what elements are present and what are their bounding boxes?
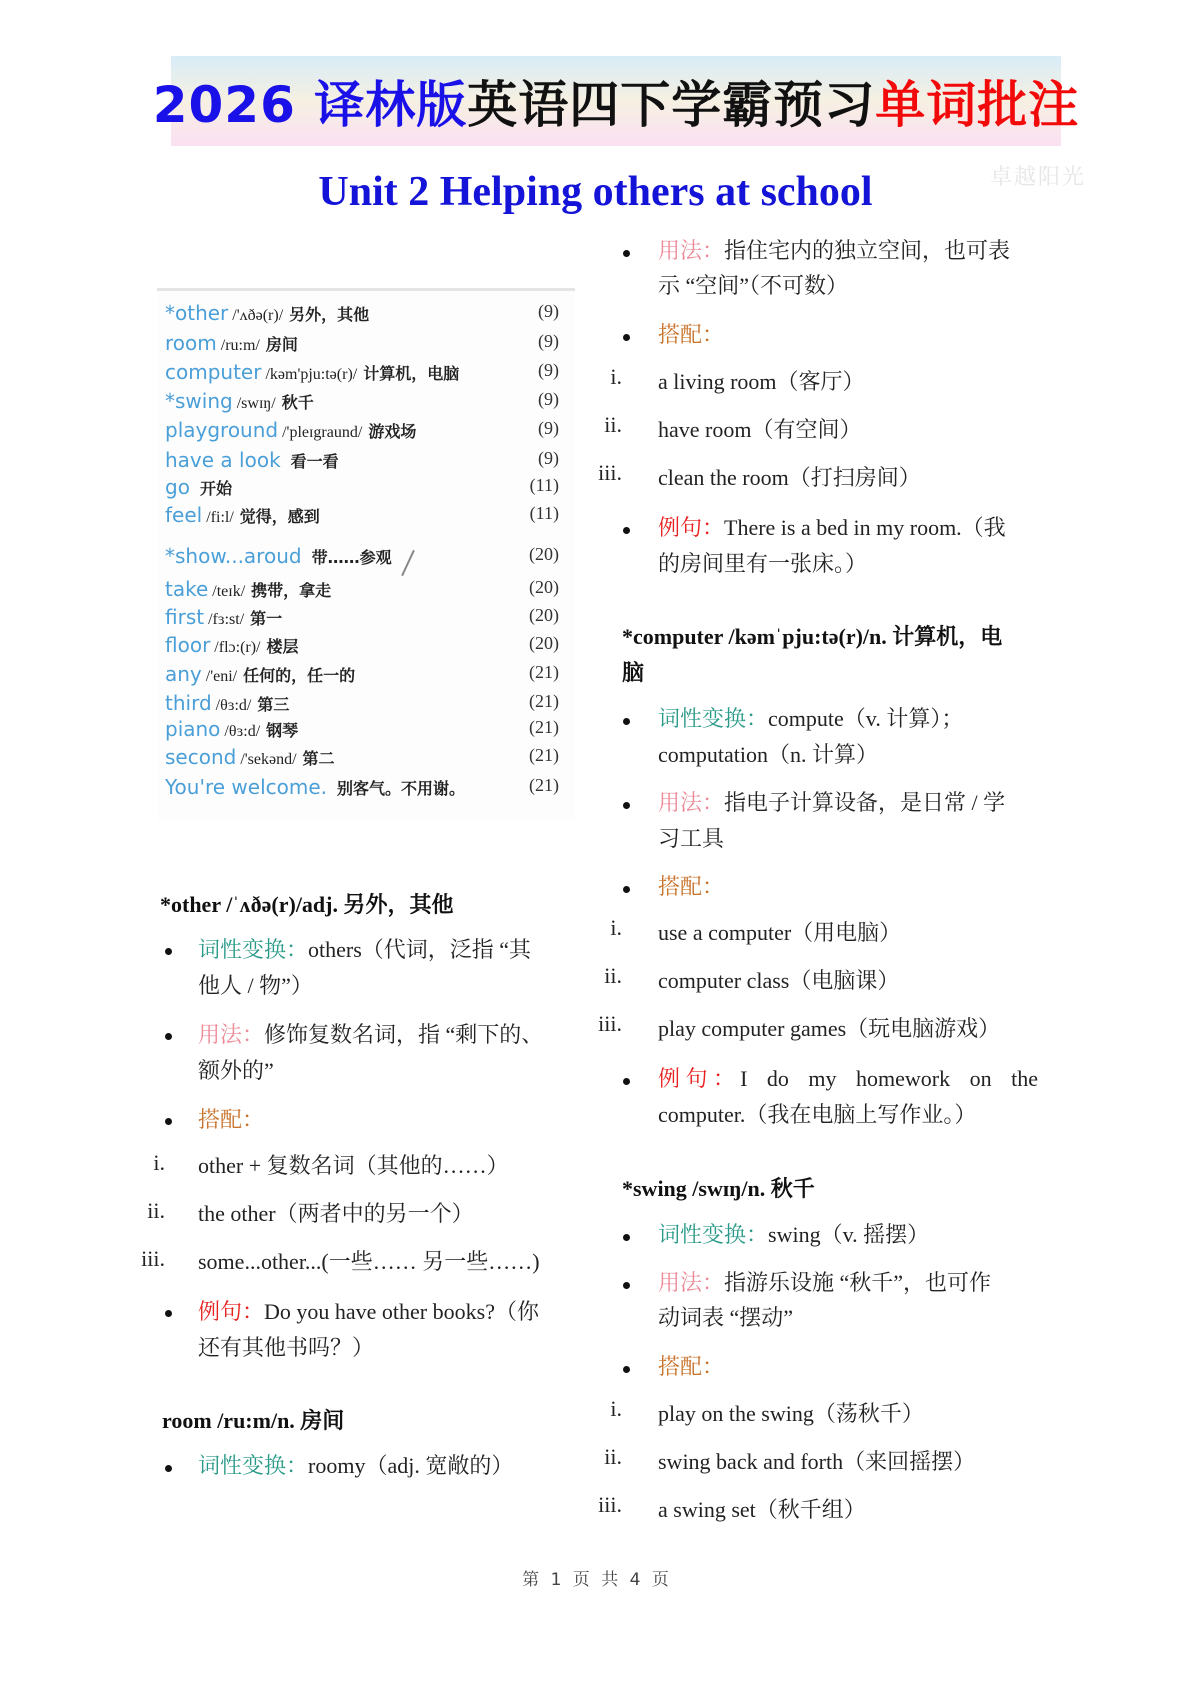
banner-title xyxy=(153,65,1080,137)
vocab-phonetic: /'eni/ xyxy=(205,668,238,685)
list-number: ii. xyxy=(604,412,622,437)
vocab-row xyxy=(165,745,567,773)
swing-pos-change xyxy=(658,1217,929,1253)
usage-label: 用法： xyxy=(198,1022,265,1047)
room-example xyxy=(658,510,1006,546)
vocab-page-ref: (21) xyxy=(529,691,559,711)
collocation-item: a living room（客厅） xyxy=(658,369,865,394)
room-example-text-cont: 的房间里有一张床。） xyxy=(658,551,868,576)
vocab-row xyxy=(165,544,567,572)
usage-label: 用法： xyxy=(658,1270,725,1295)
list-number: ii. xyxy=(147,1198,165,1223)
vocab-page-ref: (9) xyxy=(538,448,559,468)
computer-usage xyxy=(658,785,1005,821)
other-usage xyxy=(198,1017,598,1053)
collocation-item: a swing set（秋千组） xyxy=(658,1497,866,1522)
swing-usage-text: 指游乐设施 “秋千”，也可作 xyxy=(724,1270,992,1295)
vocab-word: computer xyxy=(165,360,262,384)
vocab-word: *swing xyxy=(165,389,233,413)
collocation-label: 搭配： xyxy=(198,1107,265,1132)
vocab-page-ref: (20) xyxy=(529,605,559,625)
other-pos-text-cont: 他人 / 物”） xyxy=(198,973,313,998)
usage-label: 用法： xyxy=(658,238,725,263)
swing-usage xyxy=(658,1265,991,1301)
swing-usage-text-cont: 动词表 “摆动” xyxy=(658,1305,794,1330)
room-pos-change xyxy=(198,1448,513,1484)
collocation-label: 搭配： xyxy=(658,322,725,347)
room-example-text: There is a bed in my room.（我 xyxy=(724,515,1006,540)
computer-usage-text-cont: 习工具 xyxy=(658,826,725,851)
computer-pos-text-cont: computation（n. 计算） xyxy=(658,742,878,767)
vocab-row xyxy=(165,475,567,503)
bullet-icon xyxy=(623,1078,630,1085)
room-usage-text-cont: 示 “空间”（不可数） xyxy=(658,273,849,298)
list-number: iii. xyxy=(598,1011,622,1036)
vocab-meaning: 楼层 xyxy=(266,637,299,656)
collocation-label: 搭配： xyxy=(658,1354,725,1379)
vocab-phonetic: /fi:l/ xyxy=(206,509,234,526)
bullet-icon xyxy=(623,802,630,809)
vocab-phonetic: /flɔ:(r)/ xyxy=(214,639,261,656)
other-example xyxy=(198,1294,539,1330)
vocab-row xyxy=(165,331,567,359)
pos-change-label: 词性变换： xyxy=(658,1222,769,1247)
vocab-meaning: 秋千 xyxy=(281,393,314,412)
vocab-page-ref: (21) xyxy=(529,745,559,765)
vocab-page-ref: (21) xyxy=(529,717,559,737)
pos-change-label: 词性变换： xyxy=(658,706,769,731)
list-number: ii. xyxy=(604,1444,622,1469)
vocab-page-ref: (9) xyxy=(538,360,559,380)
vocab-meaning: 任何的，任一的 xyxy=(243,666,356,685)
vocab-meaning: 另外，其他 xyxy=(289,305,370,324)
usage-label: 用法： xyxy=(658,790,725,815)
vocab-word: room xyxy=(165,331,217,355)
example-label: 例句： xyxy=(658,515,725,540)
collocation-item: computer class（电脑课） xyxy=(658,968,900,993)
vocab-meaning: 别客气。不用谢。 xyxy=(337,779,466,798)
vocab-row xyxy=(165,389,567,417)
vocab-phonetic: /θɜ:d/ xyxy=(224,723,261,740)
other-usage-text-cont: 额外的” xyxy=(198,1058,274,1083)
collocation-item: have room（有空间） xyxy=(658,417,862,442)
bullet-icon xyxy=(623,718,630,725)
vocab-row xyxy=(165,360,567,388)
vocab-row xyxy=(165,418,567,446)
vocab-phonetic: /'sekənd/ xyxy=(240,751,297,768)
vocab-meaning: 开始 xyxy=(199,479,232,498)
vocab-meaning: 第一 xyxy=(250,609,283,628)
computer-example xyxy=(658,1061,1038,1097)
computer-pos-text: compute（v. 计算）； xyxy=(768,706,964,731)
entry-heading-room: room /ru:m/n. 房间 xyxy=(162,1408,345,1433)
bullet-icon xyxy=(623,334,630,341)
vocab-meaning: 计算机，电脑 xyxy=(363,364,460,383)
collocation-item: other + 复数名词（其他的……） xyxy=(198,1153,509,1178)
vocab-page-ref: (9) xyxy=(538,301,559,321)
vocab-row xyxy=(165,605,567,633)
page-number: 第 1 页 共 4 页 xyxy=(522,1570,669,1590)
vocab-meaning: 第二 xyxy=(302,749,335,768)
list-number: i. xyxy=(610,915,622,940)
collocation-item: play on the swing（荡秋千） xyxy=(658,1401,924,1426)
unit-title: Unit 2 Helping others at school xyxy=(318,169,873,215)
room-pos-text: roomy（adj. 宽敞的） xyxy=(308,1453,514,1478)
list-number: ii. xyxy=(604,963,622,988)
vocab-page-ref: (20) xyxy=(529,577,559,597)
computer-example-text-cont: computer.（我在电脑上写作业。） xyxy=(658,1102,977,1127)
vocab-meaning: 钢琴 xyxy=(266,721,299,740)
vocab-word: first xyxy=(165,605,205,629)
vocab-page-ref: (21) xyxy=(529,662,559,682)
example-label: 例 句 ： xyxy=(658,1066,736,1091)
vocab-word: go xyxy=(165,475,190,499)
vocab-meaning: 带……参观 xyxy=(311,548,392,567)
entry-heading-computer: *computer /kəmˈpju:tə(r)/n. 计算机，电 xyxy=(622,624,1003,649)
vocab-meaning: 看一看 xyxy=(290,452,339,471)
vocab-list-image xyxy=(157,288,575,821)
bullet-icon xyxy=(623,1366,630,1373)
pos-change-label: 词性变换： xyxy=(198,1453,309,1478)
bullet-icon xyxy=(165,1465,172,1472)
vocab-phonetic: /fɜ:st/ xyxy=(208,611,245,628)
vocab-row xyxy=(165,301,567,329)
collocation-item: the other（两者中的另一个） xyxy=(198,1201,474,1226)
bullet-icon xyxy=(165,1033,172,1040)
vocab-word: *show...aroud xyxy=(165,544,302,568)
vocab-page-ref: (20) xyxy=(529,544,559,564)
banner-topic: 单词批注 xyxy=(875,76,1080,134)
vocab-word: *other xyxy=(165,301,229,325)
vocab-row xyxy=(165,577,567,605)
vocab-row xyxy=(165,633,567,661)
vocab-word: playground xyxy=(165,418,279,442)
vocab-meaning: 房间 xyxy=(265,335,298,354)
vocab-phonetic: /kəm'pju:tə(r)/ xyxy=(265,366,358,383)
banner-subject: 英语四下学霸预习 xyxy=(467,76,876,134)
collocation-item: clean the room（打扫房间） xyxy=(658,465,921,490)
collocation-item: play computer games（玩电脑游戏） xyxy=(658,1016,1001,1041)
vocab-meaning: 携带，拿走 xyxy=(251,581,332,600)
vocab-word: third xyxy=(165,691,212,715)
vocab-page-ref: (21) xyxy=(529,775,559,795)
bullet-icon xyxy=(623,1234,630,1241)
list-number: i. xyxy=(153,1150,165,1175)
bullet-icon xyxy=(165,1310,172,1317)
bullet-icon xyxy=(623,250,630,257)
vocab-page-ref: (9) xyxy=(538,418,559,438)
vocab-phonetic: /swɪŋ/ xyxy=(236,395,276,412)
vocab-page-ref: (9) xyxy=(538,331,559,351)
vocab-meaning: 觉得，感到 xyxy=(239,507,320,526)
vocab-page-ref: (20) xyxy=(529,633,559,653)
watermark: 卓越阳光 xyxy=(990,165,1087,190)
bullet-icon xyxy=(623,527,630,534)
entry-heading-computer-cont: 脑 xyxy=(622,660,645,685)
list-number: iii. xyxy=(598,1492,622,1517)
other-usage-text: 修饰复数名词，指 “剩下的、 xyxy=(264,1022,544,1047)
swing-pos-text: swing（v. 摇摆） xyxy=(768,1222,930,1247)
collocation-item: use a computer（用电脑） xyxy=(658,920,902,945)
vocab-word: floor xyxy=(165,633,211,657)
vocab-word: piano xyxy=(165,717,221,741)
list-number: iii. xyxy=(141,1246,165,1271)
vocab-meaning: 游戏场 xyxy=(368,422,417,441)
vocab-phonetic: /'pleɪgraund/ xyxy=(282,424,363,441)
vocab-phonetic: /teɪk/ xyxy=(212,583,246,600)
banner-year-edition: 2026 译林版 xyxy=(152,76,468,134)
bullet-icon xyxy=(623,886,630,893)
computer-example-text: I do my homework on the xyxy=(740,1066,1038,1091)
entry-heading-other: *other /ˈʌðə(r)/adj. 另外，其他 xyxy=(160,892,454,917)
bullet-icon xyxy=(165,1118,172,1125)
vocab-row xyxy=(165,448,567,476)
vocab-row xyxy=(165,503,567,531)
vocab-row xyxy=(165,775,567,803)
list-number: i. xyxy=(610,364,622,389)
vocab-word: second xyxy=(165,745,237,769)
list-number: i. xyxy=(610,1396,622,1421)
other-pos-change xyxy=(198,932,578,968)
other-example-text: Do you have other books?（你 xyxy=(264,1299,539,1324)
title-banner xyxy=(152,56,1080,146)
pos-change-label: 词性变换： xyxy=(198,937,309,962)
vocab-word: You're welcome. xyxy=(165,775,328,799)
vocab-page-ref: (11) xyxy=(529,503,559,523)
room-usage xyxy=(658,233,1010,269)
vocab-phonetic: /'ʌðə(r)/ xyxy=(232,307,284,324)
collocation-item: some...other...(一些…… 另一些……) xyxy=(198,1249,540,1274)
room-usage-text: 指住宅内的独立空间，也可表 xyxy=(724,238,1011,263)
bullet-icon xyxy=(623,1282,630,1289)
vocab-meaning: 第三 xyxy=(257,695,290,714)
vocab-word: take xyxy=(165,577,209,601)
vocab-word: feel xyxy=(165,503,203,527)
vocab-phonetic: /ru:m/ xyxy=(220,337,260,354)
vocab-word: have a look xyxy=(165,448,281,472)
list-number: iii. xyxy=(598,460,622,485)
computer-usage-text: 指电子计算设备，是日常 / 学 xyxy=(724,790,1006,815)
computer-pos-change xyxy=(658,701,963,737)
vocab-word: any xyxy=(165,662,202,686)
other-example-text-cont: 还有其他书吗？） xyxy=(198,1335,375,1360)
collocation-item: swing back and forth（来回摇摆） xyxy=(658,1449,976,1474)
other-pos-text: others（代词，泛指 “其 xyxy=(308,937,532,962)
collocation-label: 搭配： xyxy=(658,874,725,899)
entry-heading-swing: *swing /swɪŋ/n. 秋千 xyxy=(622,1176,815,1201)
vocab-row xyxy=(165,691,567,719)
vocab-page-ref: (11) xyxy=(529,475,559,495)
example-label: 例句： xyxy=(198,1299,265,1324)
vocab-page-ref: (9) xyxy=(538,389,559,409)
vocab-row xyxy=(165,662,567,690)
vocab-phonetic: /θɜ:d/ xyxy=(215,697,252,714)
bullet-icon xyxy=(165,948,172,955)
vocab-row xyxy=(165,717,567,745)
